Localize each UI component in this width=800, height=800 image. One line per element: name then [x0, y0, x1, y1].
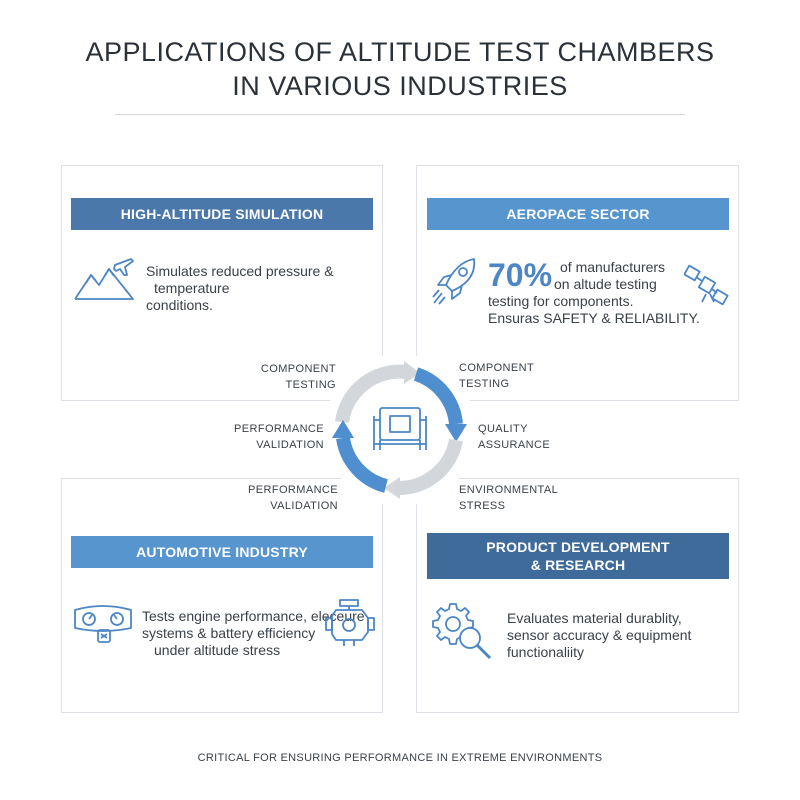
title-line-2: IN VARIOUS INDUSTRIES — [232, 71, 568, 101]
text-line: testing for components. — [488, 293, 634, 309]
cycle-label-top-right — [459, 360, 549, 392]
text-line: Evaluates material durablity, — [507, 610, 682, 626]
title-line-1: APPLICATIONS OF ALTITUDE TEST CHAMBERS — [85, 37, 715, 67]
label-line: TESTING — [459, 378, 510, 390]
title-divider — [115, 114, 685, 115]
text-line: on altude testing — [554, 276, 657, 292]
rocket-icon — [430, 255, 480, 307]
cycle-label-mid-right — [478, 421, 568, 453]
text-line: Ensuras SAFETY & RELIABILITY. — [488, 310, 700, 326]
dashboard-icon — [71, 600, 135, 646]
card-product-development-text — [507, 610, 691, 661]
card-automotive-header: AUTOMOTIVE INDUSTRY — [71, 536, 373, 568]
engine-icon — [324, 598, 376, 648]
card-product-development-header — [427, 533, 729, 579]
satellite-icon — [684, 264, 730, 308]
cycle-label-top-left — [252, 361, 336, 393]
aerospace-stat: 70% — [488, 257, 553, 293]
card-high-altitude-header: HIGH-ALTITUDE SIMULATION — [71, 198, 373, 230]
text-line: sensor accuracy & equipment — [507, 627, 692, 643]
label-line: COMPONENT — [459, 362, 535, 374]
label-line: PERFORMANCE — [234, 423, 324, 435]
label-line: VALIDATION — [270, 500, 338, 512]
card-aerospace-text — [488, 259, 700, 327]
label-line: STRESS — [459, 500, 506, 512]
footer-tagline: CRITICAL FOR ENSURING PERFORMANCE IN EXTREME ENVIRONMENTS — [197, 752, 603, 764]
label-line: PERFORMANCE — [248, 484, 338, 496]
header-line-1: PRODUCT DEVELOPMENT — [486, 539, 670, 555]
cycle-diagram — [320, 350, 480, 510]
cycle-label-bottom-right — [459, 482, 559, 514]
label-line: VALIDATION — [256, 439, 324, 451]
text-line: conditions. — [146, 297, 213, 313]
card-aerospace-header: AEROPACE SECTOR — [427, 198, 729, 230]
label-line: ENVIRONMENTAL — [459, 484, 559, 496]
cycle-label-bottom-left — [246, 482, 338, 514]
mountains-airplane-icon — [73, 253, 137, 303]
gear-magnifier-icon — [432, 600, 496, 664]
text-line: Simulates reduced pressure & — [146, 263, 334, 279]
text-line: of manufacturers — [560, 259, 666, 275]
label-line: COMPONENT — [260, 363, 336, 375]
page-title — [0, 35, 800, 103]
text-line: Tests engine performance, eleceure — [142, 608, 365, 624]
text-line: temperature — [154, 280, 230, 296]
card-high-altitude-text — [146, 263, 334, 314]
text-line: systems & battery efficiency — [142, 625, 316, 641]
label-line: QUALITY — [478, 423, 528, 435]
text-line: functionaliity — [507, 644, 585, 660]
cycle-label-mid-left — [232, 421, 324, 453]
header-line-2: & RESEARCH — [530, 557, 626, 573]
label-line: TESTING — [285, 379, 336, 391]
label-line: ASSURANCE — [478, 439, 551, 451]
text-line: under altitude stress — [154, 642, 281, 658]
